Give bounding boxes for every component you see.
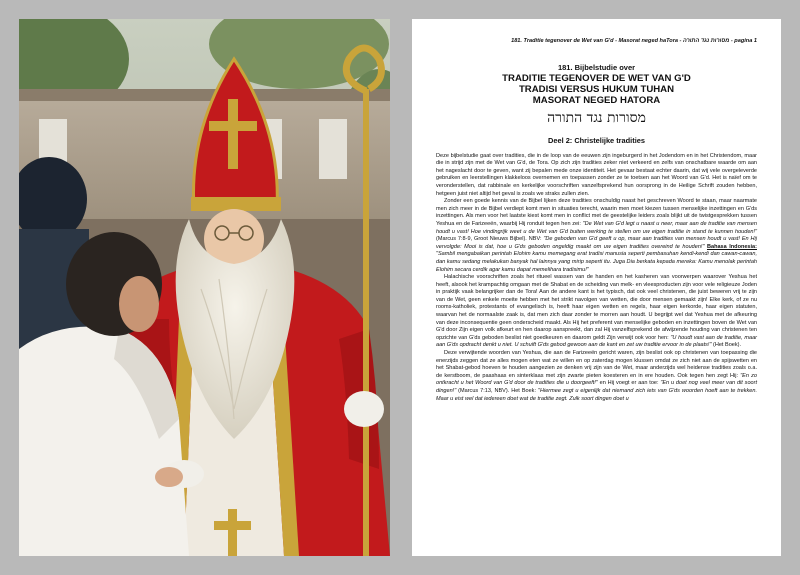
quotation-text: "Hiermee zegt u eigenlijk dat niemand zich iets van G'ds woorden hoeft aan te trekken. Maar u eist wel dat iedereen doet wat de traditie zegt. Zulk soort dingen doet u [436, 388, 757, 402]
title-line-dutch: TRADITIE TEGENOVER DE WET VAN G'D [502, 73, 691, 84]
title-line-transliteration: MASORAT NEGED HATORA [532, 95, 661, 107]
body-paragraph [436, 153, 757, 199]
paragraph-text: (Marcus 7:13, NBV). Het Boek: [456, 388, 538, 395]
sinterklaas-photo [19, 19, 390, 556]
paragraph-text: (Het Boek). [711, 342, 742, 349]
part-subtitle: Deel 2: Christelijke tradities [548, 135, 645, 145]
quotation-text: "De geboden van G'd geeft u op, maar aan tradities van mensen houdt u vast! En Hij vervolgde: Mooi is dat, hoe u G'ds geboden ongeldig maakt om uw eigen tradities overeind te houden!" [436, 236, 757, 250]
study-number: 181. Bijbelstudie over [557, 63, 636, 72]
photo-illustration [19, 19, 390, 556]
paragraph-text: en Hij voegt er aan toe: [597, 380, 661, 387]
title-line-indonesian: TRADISI VERSUS HUKUM TUHAN [518, 84, 675, 96]
document-page [412, 19, 781, 556]
paragraph-text: Deze verwijtende woorden van Yeshua, die aan de Farizeeën gericht waren, zijn beslist ook op christenen van toepassing die enerzijds zeggen dat ze alles mogen eten wat ze willen en op zaterdag mogen klussen omdat ze zich niet aan de spijswetten en het Shabat-gebod hoeven te houden aangezien ze denken vrij zijn van de Wet, maar anderzijds wel heidense tradities zoals o.a. de kerstboom, de paashaas en sinterklaas met zijn zwarte pieten koesteren en in ere houden. Ook tegen hen zegt Hij: [436, 350, 757, 379]
quotation-text: "En u doet nog veel meer van dit soort dingen!" [436, 380, 758, 395]
language-label: Bahasa Indonesia: [706, 243, 757, 250]
paragraph-text: Halachische voorschriften zoals het ritueel wassen van de handen en het kasheren van voorwerpen waarover Yeshua het heeft, alsook het krampachtig omgaan met de Shabat en de scheiding van melk- en vleesproducten zijn voor vele religieuze Joden in praktijk vaak belangrijker dan de Tora! Aan de andere kant is het typisch, dat ook veel christenen, die juist beweren vrij te zijn van de Wet, geen enkele moeite hebben met het strikt navolgen van wetten, die door mensen gemaakt zijn! Elke kerk, of ze nu rooms-katholiek, protestants of evangelisch is, heeft haar eigen wetten en regels, haar eigen kerkorde, haar eigen statuten, waarvan het de normaalste zaak is, dat men zich daar zonder te morren aan houdt. U begrijpt wel dat Yeshua met de afkeuring van deze inconsequentie geen onderscheid maakt. Als Hij het preferent van menselijke geboden en inzettingen boven de Wet van G'd door Zijn eigen volk afkeurt en hen daarop aanspreekt, dan zal Hij vanzelfsprekend de afwijzende houding van christenen ten opzichte van G'ds geboden beslist niet goedkeuren en daarom geldt Zijn verwijt ook voor hen: [436, 274, 757, 341]
paragraph-text: (Marcus 7:8-9, Groot Nieuws Bijbel). NBV: [436, 236, 544, 243]
body-paragraph [436, 350, 757, 403]
quotation-text: "Sambil mengabaikan perintah Elohim kamu memegang erat tradisi manusia seperti pembasuhan kendi-kendi dan cawan-cawan, dan kamu sedang melakukan banyak hal lainnya yang mirip seperti itu. Juga Dia berkata kepada mereka: Kamu menolak perintah Elohim secara cerdik agar kamu dapat memelihara tradisimu!" [436, 251, 757, 273]
quotation-text: "De Wet van G'd legt u naast u neer, maar aan de traditie van mensen houdt u vast! Hoe vindingrijk weet u de Wet van G'd buiten werking te stellen om uw eigen traditie in stand te kunnen houden!" [436, 220, 757, 235]
title-block [436, 63, 757, 145]
white-glove-right [344, 391, 384, 427]
title-hebrew: מסורות נגד התורה [547, 109, 646, 126]
body-paragraph [436, 198, 757, 274]
paragraph-text: Deze bijbelstudie gaat over tradities, die in de loop van de eeuwen zijn ingeburgerd in het Jodendom en in het Christendom, maar die in strijd zijn met de Wet van G'd, de Tora. Op zich zijn tradities zeker niet verkeerd en zelfs van onschatbare waarde om aan het nageslacht door te geven, want zij bepalen mede onze identiteit. Het gevaar bestaat echter daarin, dat wij vele overgeleverde gebruiken en leerstellingen klakkeloos overnemen en toepassen zonder ze te toetsen aan het Woord van G'd. Het is naïef om te veronderstellen, dat rabbinale en kerkelijke voorschriften vanzelfsprekend hun oorsprong in de Heilige Schrift zouden hebben, hetgeen juist niet altijd het geval is zoals we straks zullen zien. [436, 152, 757, 197]
quotation-text: "En zo ontkracht u het Woord van G'd door de tradities die u doorgeeft!" [436, 372, 757, 387]
body-paragraph [436, 274, 757, 350]
body-text [436, 153, 757, 404]
quotation-text: "U houdt vast aan de traditie, maar aan G'ds opdracht denkt u niet. U schuift G'ds gebod gewoon aan de kant en zet uw traditie ervoor in de plaats!" [436, 334, 758, 349]
running-head: 181. Traditie tegenover de Wet van G'd - Masorat neged haTora - מסורות נגד התורה - pagina 1 [511, 38, 757, 44]
paragraph-text: Zonder een goede kennis van de Bijbel lijken deze tradities onschuldig naast het geschreven Woord te staan, maar naarmate men zich meer in de Bijbel verdiept komt men in situaties terecht, waarin men moet kiezen tussen menselijke inzettingen en G'ds inzettingen. Als men voor het laatste kiest komt men in conflict met de geestelijke leiders zoals blijkt uit de twistgesprekken tussen Yeshua en de Farizeeën, waarbij Hij ronduit tegen hen zei: [436, 198, 757, 227]
